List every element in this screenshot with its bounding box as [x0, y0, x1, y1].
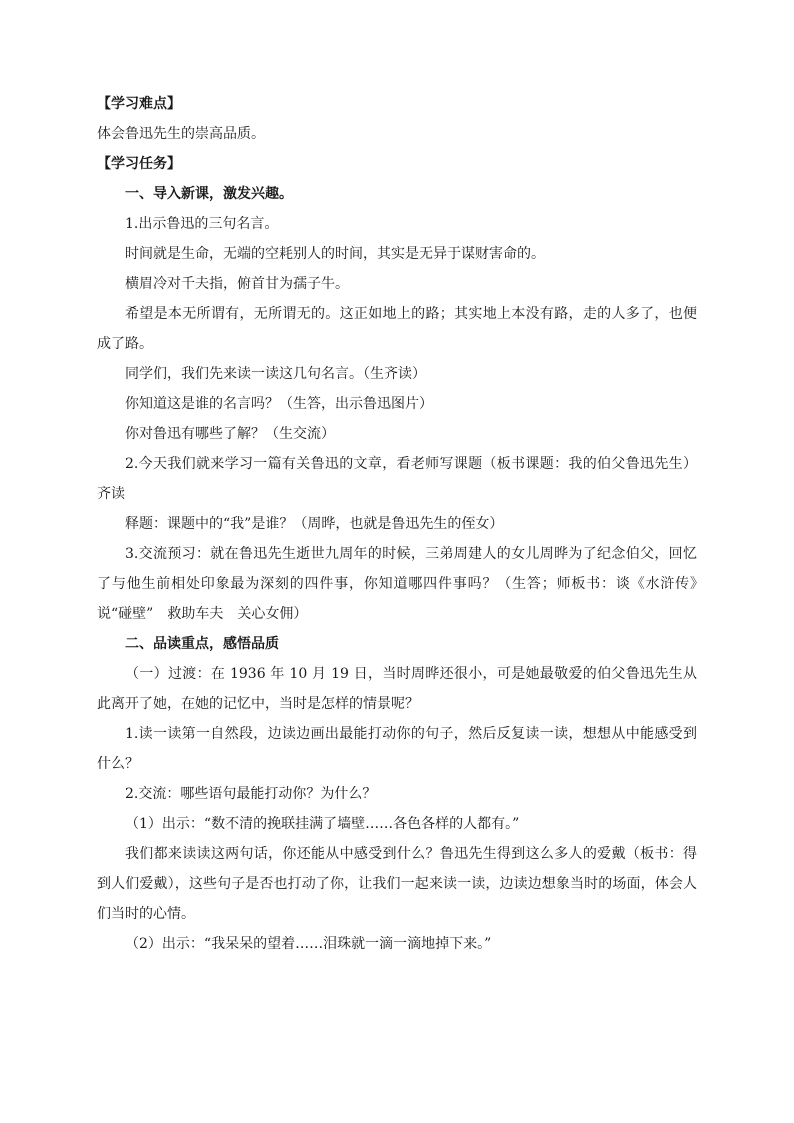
part2-show1: （1）出示：“数不清的挽联挂满了墙壁……各色各样的人都有。”: [125, 816, 520, 832]
part1-item3: 3.交流预习：就在鲁迅先生逝世九周年的时候，三弟周建人的女儿周晔为了纪念伯父，回忆了与他生前相处印象最为深刻的四件事，你知道哪四件事吗？（生答；师板书：谈《水浒传》 说“碰壁” 救助车夫 关心女佣）: [97, 546, 711, 622]
part2-discuss: 我们都来读读这两句话，你还能从中感受到什么？鲁迅先生得到这么多人的爱戴（板书：得到人们爱戴），这些句子是否也打动了你，让我们一起来读一读，边读边想象当时的场面，体会人们当时的心情。: [97, 846, 697, 922]
quote-2: 横眉冷对千夫指，俯首甘为孺子牛。: [125, 276, 349, 292]
part1-heading: 一、导入新课，激发兴趣。: [125, 186, 293, 202]
quote-1: 时间就是生命，无端的空耗别人的时间，其实是无异于谋财害命的。: [125, 246, 545, 262]
part2-transition: （一）过渡：在 1936 年 10 月 19 日，当时周晔还很小，可是她最敬爱的伯父鲁迅先生从此离开了她，在她的记忆中，当时是怎样的情景呢？: [97, 666, 697, 712]
part1-item2: 2.今天我们就来学习一篇有关鲁迅的文章，看老师写课题（板书课题：我的伯父鲁迅先生）齐读: [97, 456, 697, 502]
part1-question2: 你对鲁迅有哪些了解？（生交流）: [125, 426, 335, 442]
part1-read: 同学们，我们先来读一读这几句名言。（生齐读）: [125, 366, 426, 382]
part1-question1: 你知道这是谁的名言吗？（生答，出示鲁迅图片）: [125, 396, 433, 412]
tasks-heading: 【学习任务】: [97, 156, 181, 172]
part1-title-explain: 释题：课题中的“我”是谁？（周晔，也就是鲁迅先生的侄女）: [125, 516, 504, 532]
document-body: [97, 94, 711, 964]
difficulty-heading: 【学习难点】: [97, 96, 181, 112]
difficulty-text: 体会鲁迅先生的崇高品质。: [97, 126, 265, 142]
part2-item1: 1.读一读第一自然段，边读边画出最能打动你的句子，然后反复读一读，想想从中能感受到什么？: [97, 726, 697, 772]
part2-show2: （2）出示：“我呆呆的望着……泪珠就一滴一滴地掉下来。”: [125, 936, 492, 952]
part1-item1: 1.出示鲁迅的三句名言。: [125, 216, 279, 232]
part2-item2: 2.交流：哪些语句最能打动你？为什么？: [125, 786, 377, 802]
part2-heading: 二、品读重点，感悟品质: [125, 636, 279, 652]
quote-3: 希望是本无所谓有，无所谓无的。这正如地上的路；其实地上本没有路，走的人多了，也便成了路。: [97, 306, 697, 352]
